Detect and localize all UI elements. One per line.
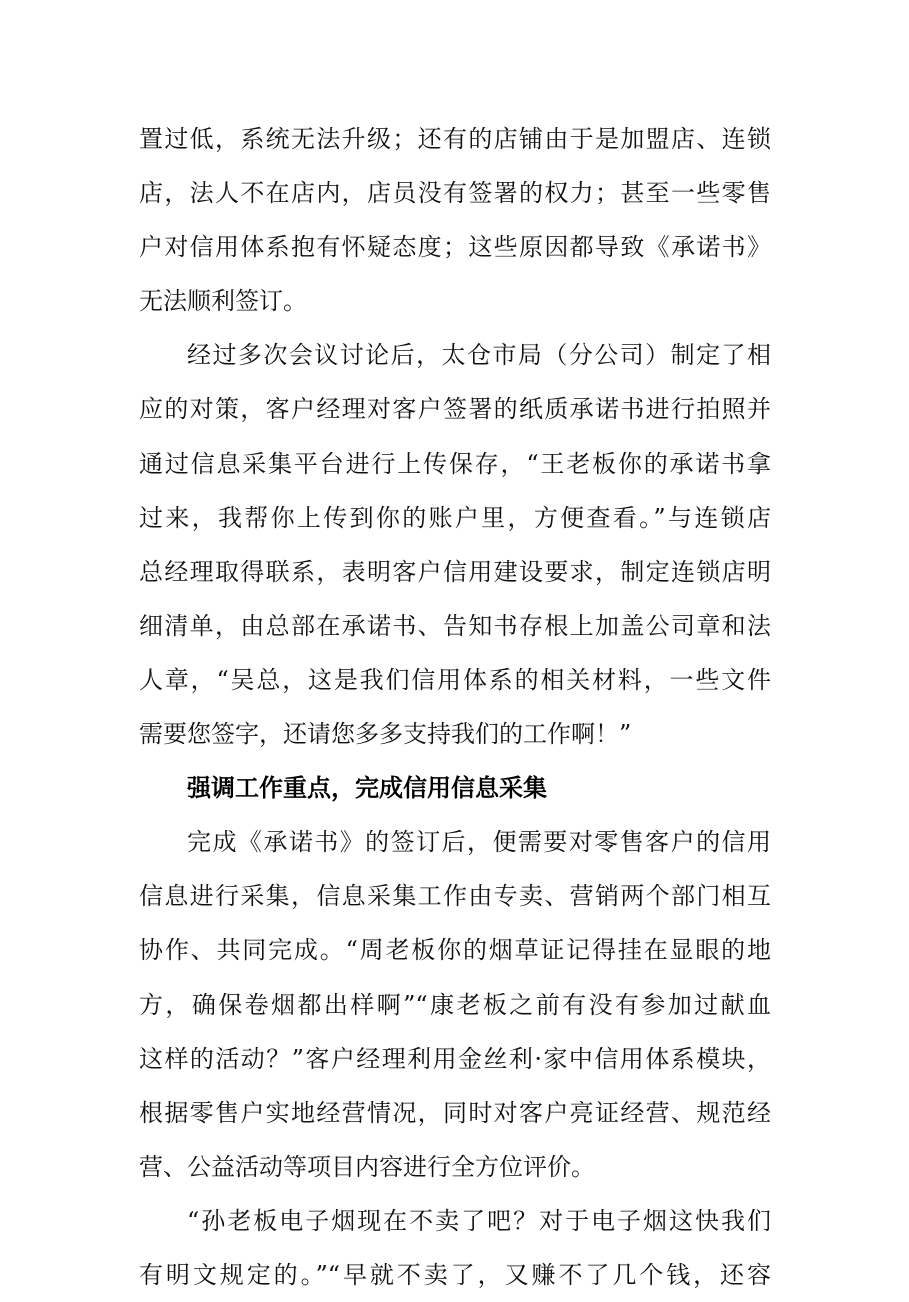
text-line: 置过低，系统无法升级；还有的店铺由于是加盟店、连锁: [139, 125, 771, 153]
text-line: 无法顺利签订。: [139, 287, 307, 316]
text-line: 有明文规定的。”“早就不卖了，又赚不了几个钱，还容: [139, 1260, 771, 1289]
text-line: 过来，我帮你上传到你的账户里，方便查看。”与连锁店: [139, 503, 771, 532]
document-page: [139, 112, 771, 1302]
text-line: 经过多次会议讨论后，太仓市局（分公司）制定了相: [187, 341, 771, 370]
text-line: 协作、共同完成。“周老板你的烟草证记得挂在显眼的地: [139, 936, 771, 965]
paragraph-3: [139, 815, 771, 1194]
text-line: 店，法人不在店内，店员没有签署的权力；甚至一些零售: [139, 179, 771, 208]
text-line: 应的对策，客户经理对客户签署的纸质承诺书进行拍照并: [139, 395, 771, 424]
paragraph-2: [139, 328, 771, 761]
text-line: “孙老板电子烟现在不卖了吧？对于电子烟这快我们: [187, 1206, 771, 1235]
text-line: 细清单，由总部在承诺书、告知书存根上加盖公司章和法: [139, 611, 771, 640]
section-heading: 强调工作重点，完成信用信息采集: [187, 774, 547, 803]
text-line: 根据零售户实地经营情况，同时对客户亮证经营、规范经: [139, 1098, 771, 1127]
text-line: 方，确保卷烟都出样啊”“康老板之前有没有参加过献血: [139, 990, 771, 1019]
text-line: 户对信用体系抱有怀疑态度；这些原因都导致《承诺书》: [139, 233, 771, 262]
text-line: 总经理取得联系，表明客户信用建设要求，制定连锁店明: [139, 557, 771, 586]
text-line: 人章，“吴总，这是我们信用体系的相关材料，一些文件: [139, 665, 771, 694]
text-line: 通过信息采集平台进行上传保存，“王老板你的承诺书拿: [139, 449, 771, 478]
text-line: 营、公益活动等项目内容进行全方位评价。: [139, 1152, 595, 1181]
text-line: 信息进行采集，信息采集工作由专卖、营销两个部门相互: [139, 882, 771, 911]
text-line: 完成《承诺书》的签订后，便需要对零售客户的信用: [187, 828, 771, 857]
text-line: 需要您签字，还请您多多支持我们的工作啊！”: [139, 720, 632, 749]
text-line: 这样的活动？”客户经理利用金丝利·家中信用体系模块，: [139, 1044, 771, 1073]
paragraph-1: [139, 112, 771, 328]
